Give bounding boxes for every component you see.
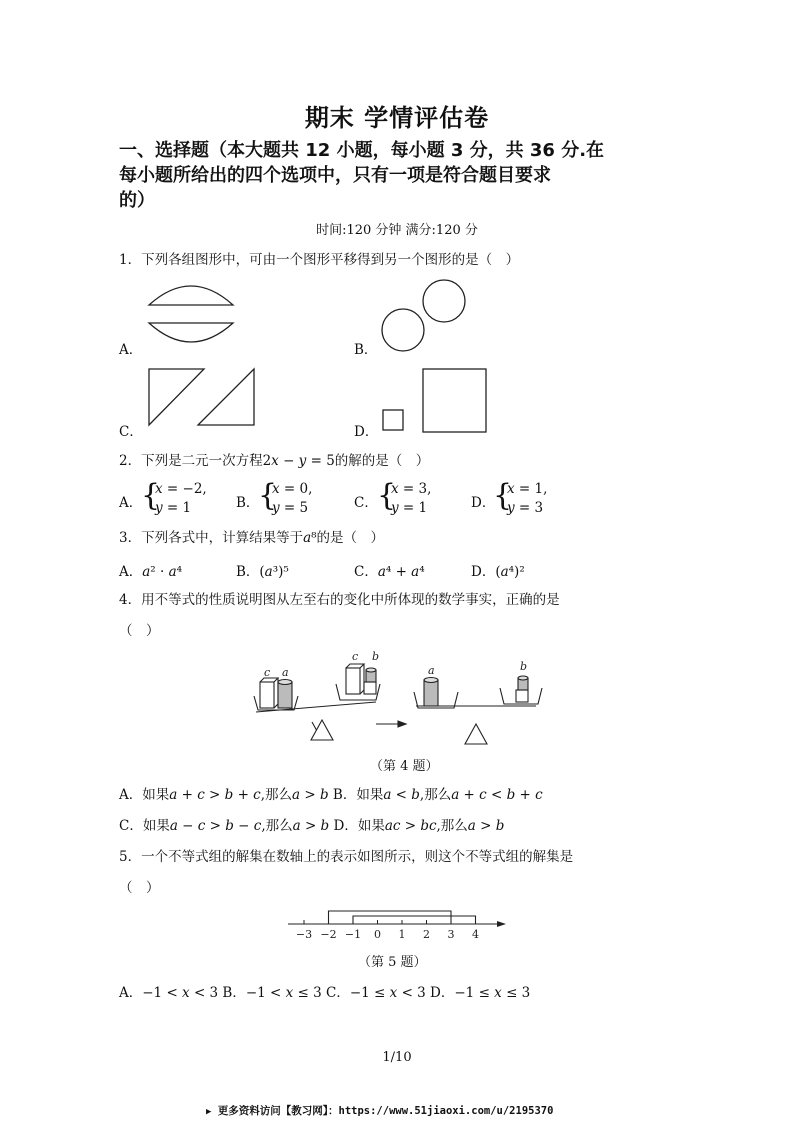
interval-upper	[329, 911, 452, 924]
tick-label: 4	[472, 928, 479, 941]
q4-label-a-after: a	[428, 664, 435, 677]
q2-option-a-eq1: 𝑥 = −2,	[155, 481, 207, 497]
tick-label: 2	[423, 928, 430, 941]
page-title: 期末 学情评估卷	[304, 104, 490, 132]
q5-stem-line2: （ ）	[119, 880, 160, 896]
q4-label-a-left: a	[282, 666, 289, 679]
q4-label-b-after: b	[520, 660, 528, 673]
q1-option-d: D．	[354, 424, 379, 440]
q2-option-c-eq1: 𝑥 = 3,	[391, 481, 432, 497]
q4-label-c-right: c	[352, 650, 359, 663]
page-number: 1/10	[382, 1050, 412, 1065]
q2-option-a-label: A．	[119, 495, 143, 511]
section-heading-line: 的）	[119, 190, 155, 211]
q1-option-b: B．	[354, 342, 378, 358]
q2-option-d-eq1: 𝑥 = 1,	[507, 481, 548, 497]
q5-caption: （第 5 题）	[358, 955, 427, 970]
flag-icon: ▶	[206, 1107, 212, 1117]
footer-text: 更多资料访问【教习网】：https://www.51jiaoxi.com/u/2195370	[217, 1105, 554, 1117]
q5-stem-line1: 5．一个不等式组的解集在数轴上的表示如图所示，则这个不等式组的解集是	[119, 849, 574, 865]
q2-option-d-eq2: 𝑦 = 3	[507, 500, 544, 516]
exam-meta: 时间:120 分钟 满分:120 分	[316, 223, 478, 238]
q2-option-d-label: D．	[471, 495, 496, 511]
q2-option-d-brace: {	[493, 478, 513, 513]
q2-option-b-brace: {	[258, 478, 278, 513]
q4-caption: （第 4 题）	[370, 759, 439, 774]
axis-arrow-icon	[497, 921, 506, 927]
q3-stem: 3．下列各式中，计算结果等于𝑎⁸的是（ ）	[119, 530, 385, 546]
q2-options	[119, 480, 679, 520]
q3-option-c: C．𝑎⁴ + 𝑎⁴	[354, 564, 425, 580]
q1-stem: 1．下列各组图形中，可由一个图形平移得到另一个图形的是（ ）	[119, 252, 520, 268]
q1-option-a: A．	[119, 342, 143, 358]
q4-label-c-left: c	[264, 666, 271, 679]
q2-option-b-eq2: 𝑦 = 5	[272, 500, 309, 516]
tick-label: 0	[374, 928, 381, 941]
q4-label-b-right: b	[372, 650, 380, 663]
tick-label: 1	[398, 928, 406, 941]
q5-number-line	[286, 904, 508, 944]
section-heading-line: 一、选择题（本大题共 12 小题，每小题 3 分，共 36 分.在	[119, 140, 605, 161]
q3-option-b: B．(𝑎³)⁵	[236, 564, 289, 580]
interval-lower	[353, 916, 476, 924]
tick-label: −1	[344, 928, 362, 941]
arrow-icon	[376, 721, 406, 727]
q2-option-c-eq2: 𝑦 = 1	[391, 500, 428, 516]
q1-figure-d	[382, 368, 488, 434]
q4-stem-line2: （ ）	[119, 623, 160, 639]
q2-option-b-label: B．	[236, 495, 260, 511]
tick-label: −2	[320, 928, 337, 941]
q2-option-b-eq1: 𝑥 = 0,	[272, 481, 313, 497]
q2-option-c-brace: {	[377, 478, 397, 513]
q3-option-a: A．𝑎² · 𝑎⁴	[119, 564, 183, 580]
q4-options-row2: C．如果𝑎 − 𝑐 > 𝑏 − 𝑐,那么𝑎 > 𝑏 D．如果𝑎𝑐 > 𝑏𝑐,那么𝑎 > 𝑏	[119, 818, 505, 834]
q2-option-c-label: C．	[354, 495, 378, 511]
q1-option-c: C．	[119, 424, 143, 440]
section-heading	[119, 138, 679, 213]
section-heading-line: 每小题所给出的四个选项中，只有一项是符合题目要求	[119, 165, 551, 186]
q1-figure-a	[146, 279, 236, 351]
q5-options-row: A．−1 < 𝑥 < 3 B．−1 < 𝑥 ≤ 3 C．−1 ≤ 𝑥 < 3 D．−1 ≤ 𝑥 ≤ 3	[119, 985, 531, 1001]
tick-label: −3	[295, 928, 313, 941]
q1-figure-b	[378, 278, 474, 358]
q2-option-a-brace: {	[141, 478, 161, 513]
footer-link[interactable]	[206, 1103, 553, 1118]
q4-options-row1: A．如果𝑎 + 𝑐 > 𝑏 + 𝑐,那么𝑎 > 𝑏 B．如果𝑎 < 𝑏,那么𝑎 + 𝑐 < 𝑏 + 𝑐	[119, 787, 543, 803]
q2-stem: 2．下列是二元一次方程2𝑥 − 𝑦 = 5的解的是（ ）	[119, 453, 430, 469]
q3-option-d: D．(𝑎⁴)²	[471, 564, 525, 580]
tick-label: 3	[447, 928, 455, 941]
q4-stem-line1: 4．用不等式的性质说明图从左至右的变化中所体现的数学事实，正确的是	[119, 592, 560, 608]
q2-option-a-eq2: 𝑦 = 1	[155, 500, 192, 516]
q1-figure-c	[146, 367, 258, 429]
q4-balance-figure	[248, 648, 548, 748]
